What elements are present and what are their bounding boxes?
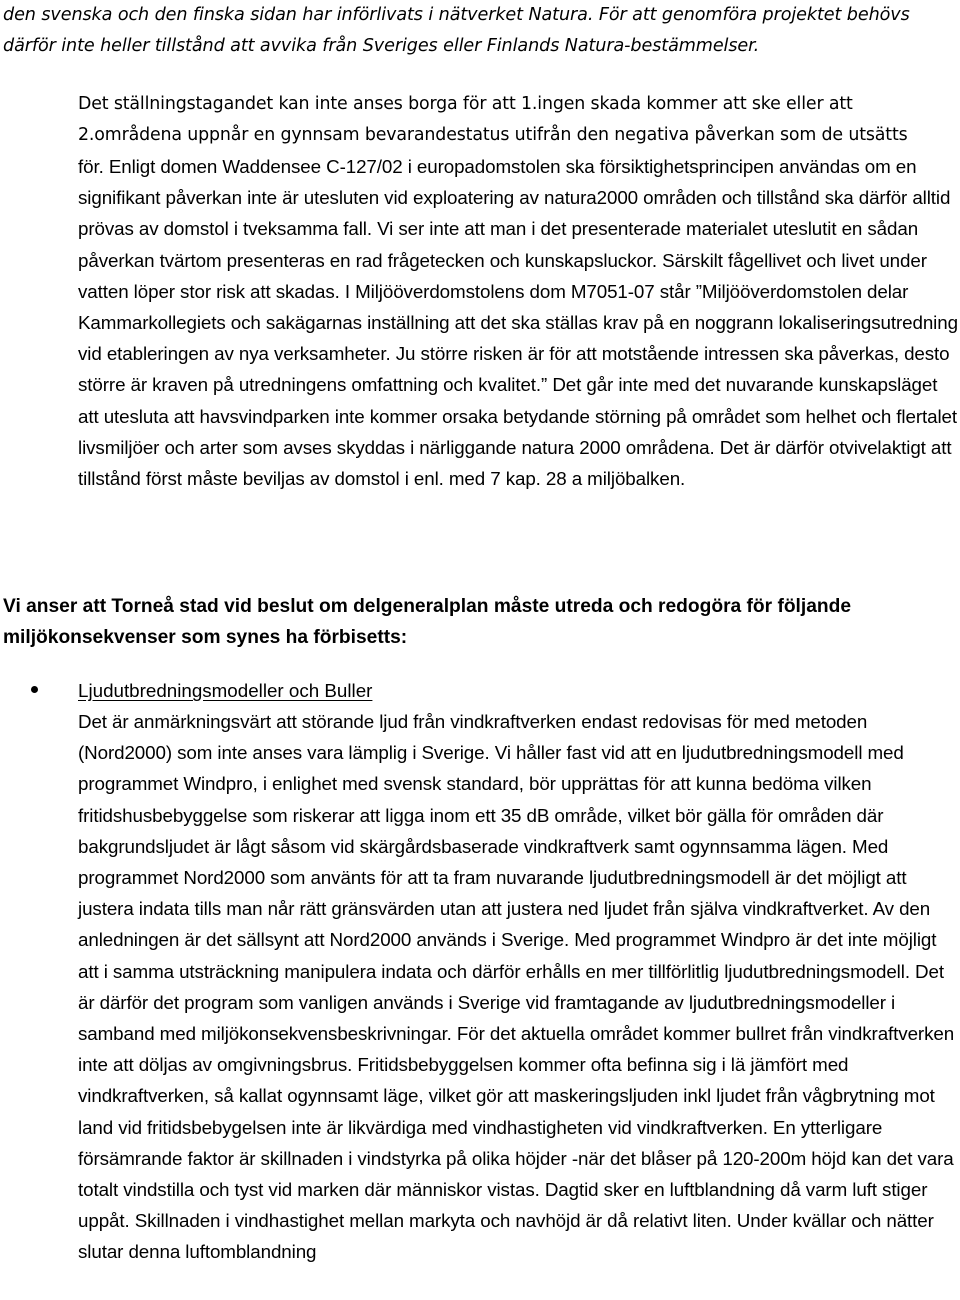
main-paragraph: för. Enligt domen Waddensee C-127/02 i europadomstolen ska försiktighetsprincipen användas om en signifikant påverkan inte är utesluten vid exploatering av natura2000 områden och tillstånd ska därför alltid prövas av domstol i tveksamma fall. Vi ser inte att man i det presenterade materialet uteslutit en sådan påverkan tvärtom presenteras en rad frågetecken och kunskapsluckor. Särskilt fågellivet och livet under vatten löper stor risk att skadas. I Miljööverdomstolens dom M7051-07 står ”Miljööverdomstolen delar Kammarkollegiets och sakägarnas inställning att det ska ställas krav på en noggrann lokaliseringsutredning vid etableringen av nya verksamheter. Ju större risken är för att motstående intressen ska påverkas, desto större är kraven på utredningens omfattning och kvalitet.” Det går inte med det nuvarande kunskapsläget att utesluta att havsvindparken inte kommer orsaka betydande störning på området som helhet och flertalet livsmiljöer och arter som avses skyddas i närliggande natura 2000 områdena. Det är därför otvivelaktigt att tillstånd först måste beviljas av domstol i enl. med 7 kap. 28 a miljöbalken. <box>78 156 958 490</box>
section-heading: Vi anser att Torneå stad vid beslut om delgeneralplan måste utreda och redogöra för följande miljökonsekvenser som synes ha förbisetts: <box>3 596 851 648</box>
bullet-body-paragraph: Det är anmärkningsvärt att störande ljud från vindkraftverken endast redovisas för med metoden (Nord2000) som inte anses vara lämplig i Sverige. Vi håller fast vid att en ljudutbredningsmodell med programmet Windpro, i enlighet med svensk standard, bör upprättas för att kunna bedöma vilken fritidshusbebyggelse som riskerar att ligga inom ett 35 dB område, vilket bör gälla för områden där bakgrundsljudet är lågt såsom vid skärgårdsbaserade vindkraftverk samt ogynnsamma lägen. Med programmet Nord2000 som använts för att ta fram nuvarande ljudutbredningsmodell är det möjligt att justera indata tills man når rätt gränsvärden utan att justera ned ljudet från själva vindkraftverket. Av den anledningen är det sällsynt att Nord2000 används i Sverige. Med programmet Windpro är det inte möjligt att i samma utsträckning manipulera indata och därför erhålls en mer tillförlitlig ljudutbredningsmodell. Det är därför det program som vanligen används i Sverige vid framtagande av ljudutbredningsmodeller i samband med miljökonsekvensbeskrivningar. För det aktuella området kommer bullret från vindkraftverken inte att döljas av omgivningsbrus. Fritidsbebyggelsen kommer ofta befinna sig i lä jämfört med vindkraftverken, så kallat ogynnsamt läge, vilket gör att maskeringsljuden inkl ljudet från vågbrytning mot land vid fritidsbebygelsen inte är likvärdiga med vindhastigheten vid vindkraftverken. En ytterligare försämrande faktor är skillnaden i vindstyrka på olika höjder -när det blåser på 120-200m höjd kan det vara totalt vindstilla och tyst vid marken där människor vistas. Dagtid sker en luftblandning då varm luft stiger uppåt. Skillnaden i vindhastighet mellan markyta och navhöjd är då relativt liten. Under kvällar och nätter slutar denna luftomblandning <box>78 711 955 1263</box>
bullet-title: Ljudutbredningsmodeller och Buller <box>78 680 373 701</box>
bullet-dot-icon <box>31 686 38 693</box>
intro-italic-paragraph: den svenska och den finska sidan har införlivats i nätverket Natura. För att genomföra projektet behövs därför inte heller tillstånd att avvika från Sveriges eller Finlands Natura-bestämmelser. <box>3 5 910 56</box>
stance-paragraph: Det ställningstagandet kan inte anses borga för att 1.ingen skada kommer att ske eller att 2.områdena uppnår en gynnsam bevarandestatus utifrån den negativa påverkan som de utsätts <box>78 94 908 146</box>
